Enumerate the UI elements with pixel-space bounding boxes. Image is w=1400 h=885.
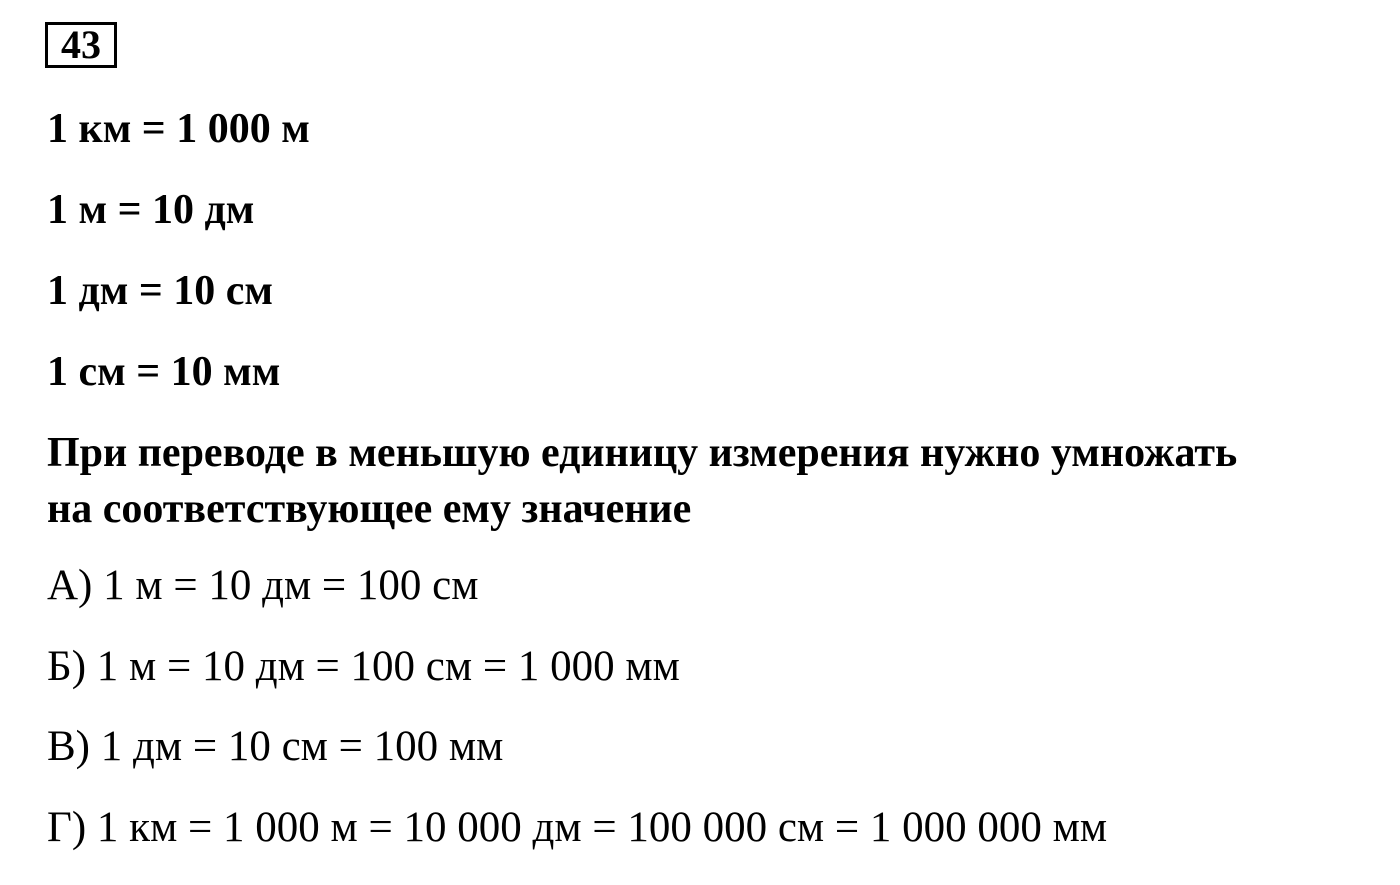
fact-dm-to-cm: 1 дм = 10 см: [47, 268, 274, 314]
answer-v: В) 1 дм = 10 см = 100 мм: [47, 723, 504, 770]
fact-m-to-dm: 1 м = 10 дм: [47, 187, 255, 233]
task-number-box: [45, 22, 117, 68]
rule-line-2: на соответствующее ему значение: [47, 486, 692, 532]
answer-g: Г) 1 км = 1 000 м = 10 000 дм = 100 000 см = 1 000 000 мм: [47, 804, 1108, 851]
rule-line-1: При переводе в меньшую единицу измерения нужно умножать: [47, 430, 1238, 476]
task-number: 43: [61, 22, 101, 67]
rule-text: [47, 425, 1387, 537]
answer-a: А) 1 м = 10 дм = 100 см: [47, 562, 479, 609]
answer-b: Б) 1 м = 10 дм = 100 см = 1 000 мм: [47, 643, 680, 690]
fact-cm-to-mm: 1 см = 10 мм: [47, 349, 281, 395]
fact-km-to-m: 1 км = 1 000 м: [47, 106, 310, 152]
